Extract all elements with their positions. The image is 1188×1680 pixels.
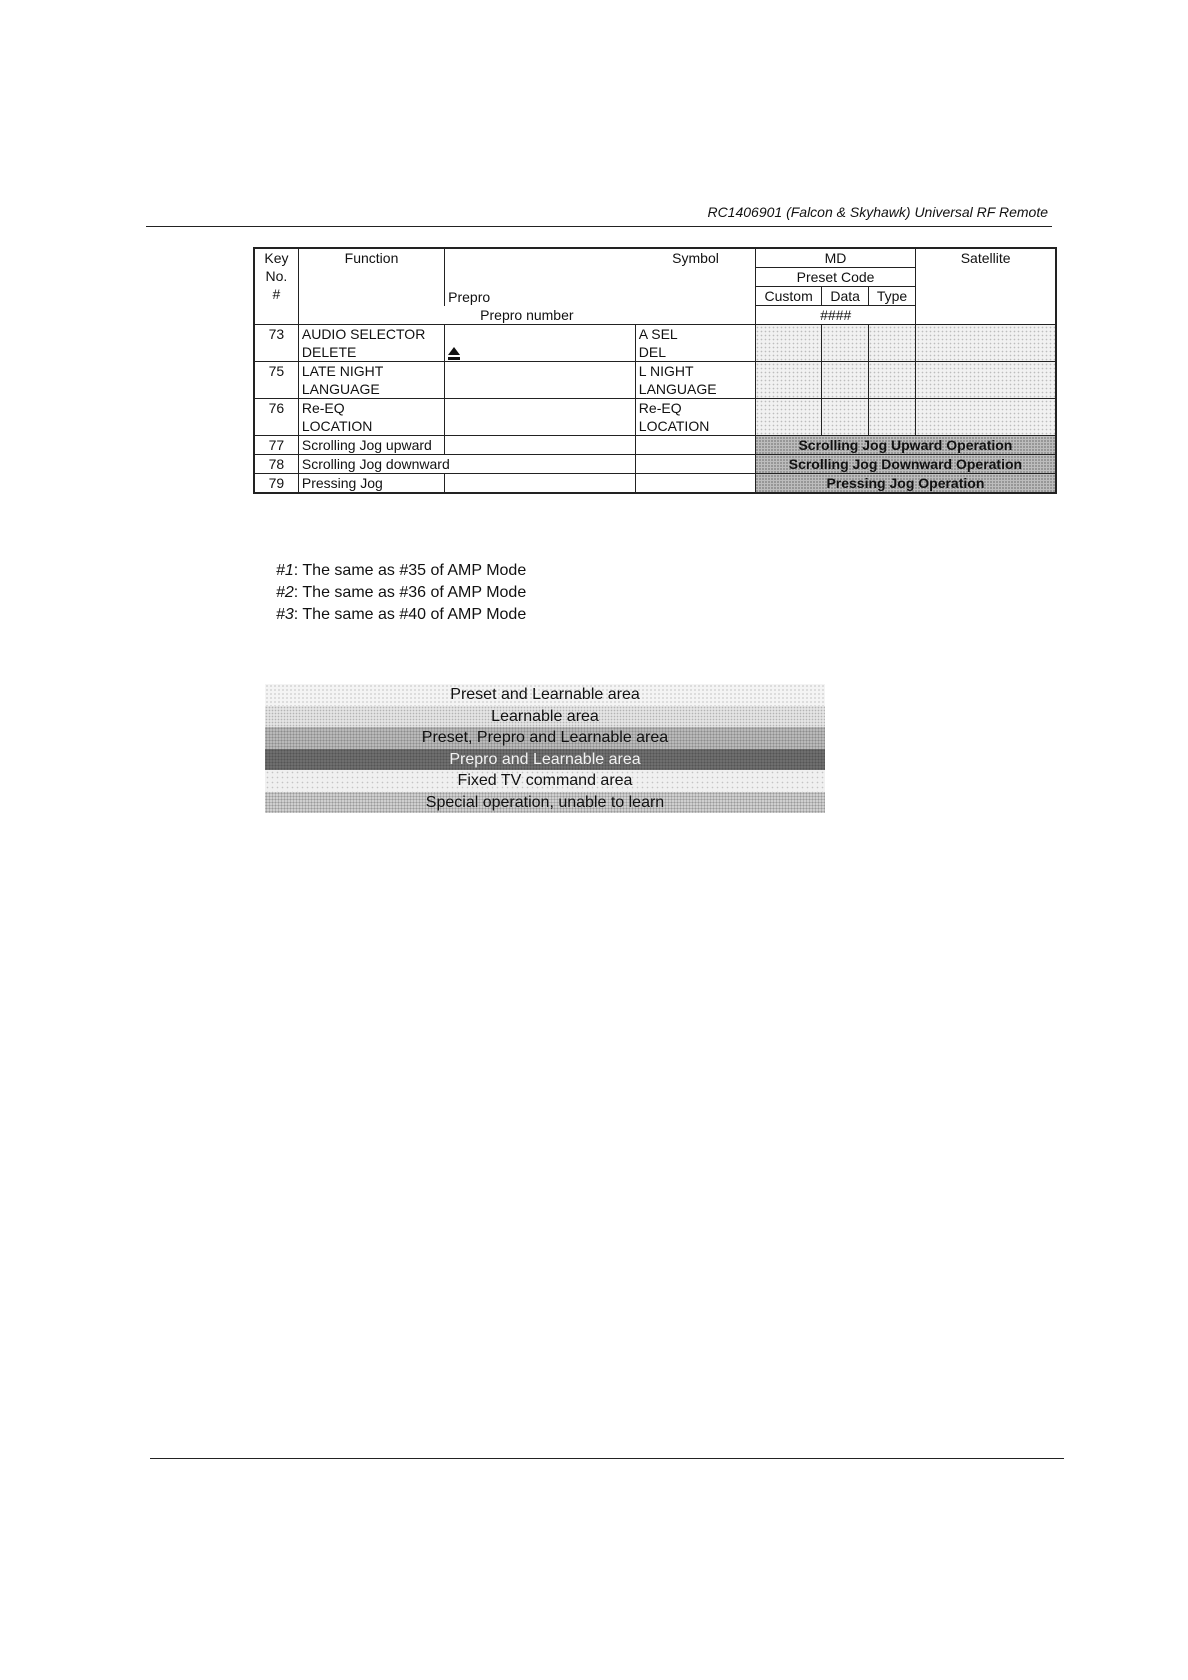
prepro-cell [445, 325, 636, 362]
legend-item-prepro-learnable: Prepro and Learnable area [265, 749, 825, 771]
symbol-cell [635, 455, 755, 474]
prepro-cell [445, 362, 636, 399]
table-row [254, 474, 1056, 494]
symbol-cell: Re-EQ LOCATION [635, 399, 755, 436]
symbol-cell: A SEL DEL [635, 325, 755, 362]
header-symbol: Symbol [635, 248, 755, 306]
function-cell: Pressing Jog [298, 474, 444, 494]
prepro-cell [445, 436, 636, 455]
symbol-cell [635, 436, 755, 455]
header-rule [146, 226, 1052, 227]
function-cell: Scrolling Jog downward [298, 455, 635, 474]
key-function-table [253, 247, 1057, 494]
table-row [254, 399, 1056, 436]
key-number: 78 [254, 455, 298, 474]
satellite-cell [916, 325, 1056, 362]
symbol-cell [635, 474, 755, 494]
md-custom-cell [755, 399, 822, 436]
table-row [254, 325, 1056, 362]
legend-item-learnable: Learnable area [265, 706, 825, 728]
key-number: 77 [254, 436, 298, 455]
satellite-cell [916, 399, 1056, 436]
md-data-cell [822, 362, 868, 399]
md-data-cell [822, 399, 868, 436]
key-number: 76 [254, 399, 298, 436]
md-type-cell [868, 399, 915, 436]
key-number: 75 [254, 362, 298, 399]
md-data-cell [822, 325, 868, 362]
prepro-cell [445, 399, 636, 436]
legend-item-fixed-tv: Fixed TV command area [265, 770, 825, 792]
function-cell: Re-EQ LOCATION [298, 399, 444, 436]
operation-cell: Scrolling Jog Downward Operation [755, 455, 1056, 474]
md-custom-cell [755, 362, 822, 399]
header-md: MD [755, 248, 915, 268]
footnote: #2: The same as #36 of AMP Mode [276, 584, 527, 601]
header-prepro: Prepro [445, 248, 636, 306]
symbol-cell: L NIGHT LANGUAGE [635, 362, 755, 399]
legend-item-special-operation: Special operation, unable to learn [265, 792, 825, 814]
operation-cell: Scrolling Jog Upward Operation [755, 436, 1056, 455]
header-function: Function [298, 248, 444, 306]
header-satellite: Satellite [916, 248, 1056, 325]
document-title: RC1406901 (Falcon & Skyhawk) Universal RF Remote [707, 204, 1048, 220]
legend-item-preset-learnable: Preset and Learnable area [265, 684, 825, 706]
operation-cell: Pressing Jog Operation [755, 474, 1056, 494]
header-key-no: Key No. # [254, 248, 298, 325]
md-type-cell [868, 362, 915, 399]
eject-icon [448, 346, 460, 359]
footnote: #3: The same as #40 of AMP Mode [276, 606, 527, 623]
key-number: 79 [254, 474, 298, 494]
header-prepro-number: Prepro number [298, 306, 755, 325]
header-type: Type [868, 287, 915, 306]
header-code-placeholder: #### [755, 306, 915, 325]
table-row [254, 436, 1056, 455]
function-cell: Scrolling Jog upward [298, 436, 444, 455]
footer-rule [150, 1458, 1064, 1459]
satellite-cell [916, 362, 1056, 399]
header-data: Data [822, 287, 868, 306]
md-type-cell [868, 325, 915, 362]
function-cell: AUDIO SELECTOR DELETE [298, 325, 444, 362]
table-row [254, 455, 1056, 474]
footnotes [276, 560, 526, 626]
key-number: 73 [254, 325, 298, 362]
table-row [254, 362, 1056, 399]
md-custom-cell [755, 325, 822, 362]
area-legend [265, 684, 825, 813]
header-custom: Custom [755, 287, 822, 306]
header-preset-code: Preset Code [755, 268, 915, 287]
prepro-cell [445, 474, 636, 494]
footnote: #1: The same as #35 of AMP Mode [276, 562, 527, 579]
legend-item-preset-prepro-learnable: Preset, Prepro and Learnable area [265, 727, 825, 749]
function-cell: LATE NIGHT LANGUAGE [298, 362, 444, 399]
